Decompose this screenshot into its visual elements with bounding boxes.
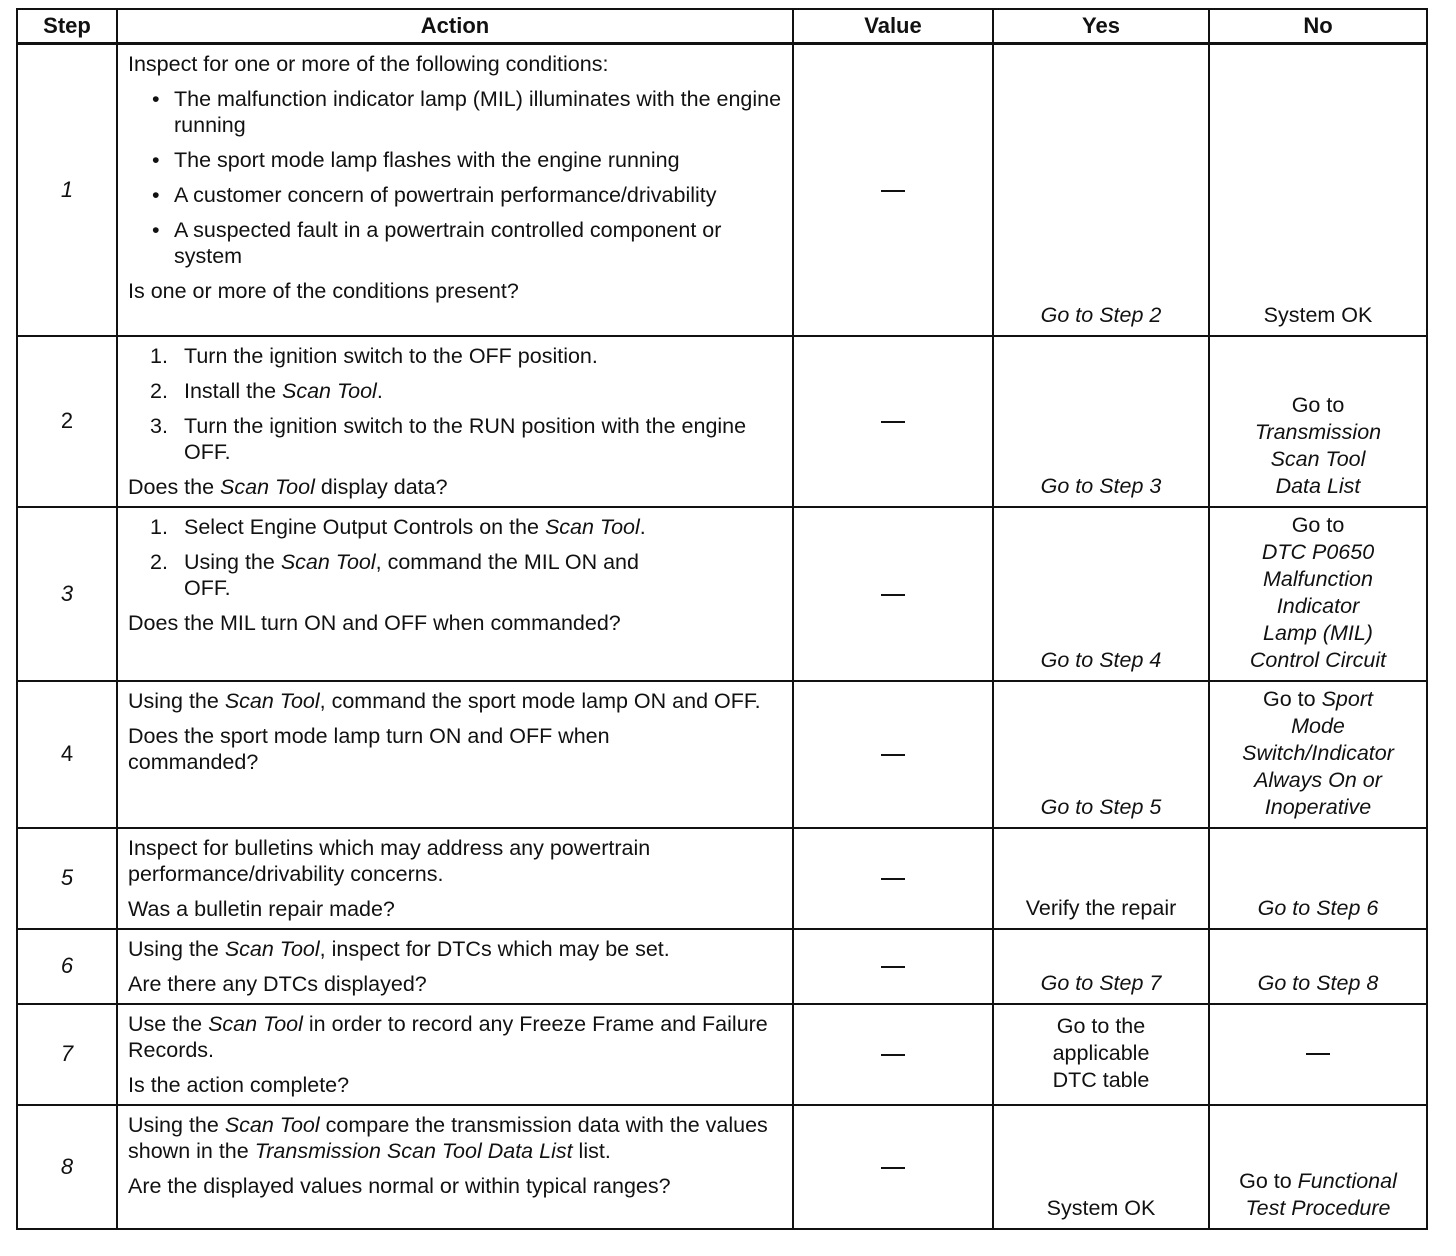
header-step: Step bbox=[17, 9, 117, 44]
value-cell bbox=[793, 828, 993, 929]
step-number: 7 bbox=[17, 1004, 117, 1105]
scan-tool-ref: Scan Tool bbox=[224, 688, 320, 713]
action-text bbox=[128, 936, 784, 962]
yes-cell: Go to Step 3 bbox=[993, 336, 1209, 507]
yes-line: applicable bbox=[1052, 1040, 1150, 1065]
no-link-line bbox=[1216, 686, 1420, 713]
scan-tool-ref: Scan Tool bbox=[282, 378, 377, 403]
table-row bbox=[17, 44, 1427, 336]
procedure-list bbox=[128, 343, 784, 465]
action-text-part: Using the bbox=[128, 688, 225, 713]
value-dash bbox=[881, 190, 905, 192]
value-cell bbox=[793, 336, 993, 507]
yes-line: Go to the bbox=[1056, 1013, 1146, 1038]
no-prefix: Go to bbox=[1291, 512, 1345, 537]
list-item bbox=[128, 514, 784, 540]
table-row bbox=[17, 1105, 1427, 1229]
list-item bbox=[128, 549, 784, 601]
step-number: 8 bbox=[17, 1105, 117, 1229]
list-text: . bbox=[376, 378, 383, 403]
header-no: No bbox=[1209, 9, 1427, 44]
no-link-text: Sport bbox=[1321, 686, 1373, 711]
scan-tool-ref: Scan Tool bbox=[280, 549, 376, 574]
list-item: • A customer concern of powertrain performance/drivability bbox=[128, 182, 784, 208]
action-question: Does the sport mode lamp turn ON and OFF when commanded? bbox=[128, 723, 610, 774]
action-question: Does the MIL turn ON and OFF when commanded? bbox=[128, 610, 621, 635]
no-link-line bbox=[1216, 1168, 1420, 1195]
step-number: 3 bbox=[17, 507, 117, 681]
action-intro: Inspect for one or more of the following conditions: bbox=[128, 52, 609, 76]
data-list-ref: Transmission Scan Tool Data List bbox=[254, 1138, 573, 1163]
no-cell: System OK bbox=[1209, 44, 1427, 336]
action-question: Is the action complete? bbox=[128, 1072, 350, 1097]
yes-cell bbox=[993, 1004, 1209, 1105]
value-cell bbox=[793, 44, 993, 336]
header-action: Action bbox=[117, 9, 793, 44]
no-link-line: Mode bbox=[1291, 713, 1345, 738]
yes-cell: Go to Step 2 bbox=[993, 44, 1209, 336]
scan-tool-ref: Scan Tool bbox=[224, 1112, 320, 1137]
value-dash bbox=[881, 966, 905, 968]
no-link-line: DTC P0650 bbox=[1261, 539, 1375, 564]
action-cell bbox=[117, 681, 793, 828]
action-text-part: , command the sport mode lamp ON and OFF. bbox=[319, 688, 761, 713]
list-number: 1. bbox=[150, 514, 168, 539]
list-text: Using the bbox=[184, 549, 281, 574]
action-question: Was a bulletin repair made? bbox=[128, 896, 395, 921]
yes-cell: Go to Step 4 bbox=[993, 507, 1209, 681]
no-link-line: Lamp (MIL) bbox=[1263, 620, 1373, 645]
diagnostic-table bbox=[16, 8, 1428, 1230]
procedure-list bbox=[128, 514, 784, 601]
scan-tool-ref: Scan Tool bbox=[224, 936, 320, 961]
header-yes: Yes bbox=[993, 9, 1209, 44]
action-text-part: in order to record any Freeze Frame and Failure Records. bbox=[128, 1011, 768, 1062]
value-cell bbox=[793, 929, 993, 1004]
condition-list bbox=[128, 86, 784, 269]
value-cell bbox=[793, 681, 993, 828]
list-text: . bbox=[639, 514, 646, 539]
list-item bbox=[128, 343, 784, 369]
value-cell bbox=[793, 507, 993, 681]
action-cell bbox=[117, 507, 793, 681]
no-link-line: Indicator bbox=[1276, 593, 1360, 618]
no-cell bbox=[1209, 1004, 1427, 1105]
step-number: 6 bbox=[17, 929, 117, 1004]
no-prefix: Go to bbox=[1239, 1168, 1298, 1193]
list-text: Turn the ignition switch to the RUN position with the engine OFF. bbox=[184, 413, 747, 464]
list-text: , command the MIL ON and OFF. bbox=[184, 549, 639, 600]
list-item bbox=[128, 378, 784, 404]
list-text: Turn the ignition switch to the OFF position. bbox=[184, 343, 598, 368]
action-text-part: compare the transmission data with the values shown in the bbox=[128, 1112, 768, 1163]
list-number: 2. bbox=[150, 549, 168, 574]
no-link-line: Data List bbox=[1275, 473, 1361, 498]
no-link-line: Malfunction bbox=[1263, 566, 1373, 591]
no-cell bbox=[1209, 1105, 1427, 1229]
no-cell bbox=[1209, 507, 1427, 681]
table-row bbox=[17, 828, 1427, 929]
value-dash bbox=[881, 878, 905, 880]
yes-cell: Go to Step 7 bbox=[993, 929, 1209, 1004]
action-text-part: Use the bbox=[128, 1011, 209, 1036]
step-number: 1 bbox=[17, 44, 117, 336]
table-row bbox=[17, 681, 1427, 828]
value-dash bbox=[881, 1054, 905, 1056]
no-link-text: Functional bbox=[1297, 1168, 1397, 1193]
list-item bbox=[128, 413, 784, 465]
action-text-part: Using the bbox=[128, 1112, 225, 1137]
action-question: Are the displayed values normal or within typical ranges? bbox=[128, 1173, 671, 1198]
action-question: Are there any DTCs displayed? bbox=[128, 971, 427, 996]
table-row bbox=[17, 1004, 1427, 1105]
value-cell bbox=[793, 1004, 993, 1105]
action-cell bbox=[117, 828, 793, 929]
value-dash bbox=[881, 754, 905, 756]
scan-tool-ref: Scan Tool bbox=[220, 474, 315, 499]
no-link-line: Test Procedure bbox=[1245, 1195, 1391, 1220]
yes-cell: Go to Step 5 bbox=[993, 681, 1209, 828]
list-item: • The sport mode lamp flashes with the engine running bbox=[128, 147, 784, 173]
list-item: • The malfunction indicator lamp (MIL) illuminates with the engine running bbox=[128, 86, 784, 138]
value-cell bbox=[793, 1105, 993, 1229]
scan-tool-ref: Scan Tool bbox=[208, 1011, 303, 1036]
action-question bbox=[128, 474, 784, 500]
step-number: 2 bbox=[17, 336, 117, 507]
yes-cell: System OK bbox=[993, 1105, 1209, 1229]
no-link-line: Inoperative bbox=[1264, 794, 1372, 819]
list-text: Install the bbox=[184, 378, 282, 403]
step-number: 4 bbox=[17, 681, 117, 828]
no-dash bbox=[1306, 1053, 1330, 1055]
action-question: Is one or more of the conditions present? bbox=[128, 279, 519, 303]
action-cell bbox=[117, 1004, 793, 1105]
action-text bbox=[128, 688, 784, 714]
action-text-part: list. bbox=[572, 1138, 611, 1163]
list-item: • A suspected fault in a powertrain controlled component or system bbox=[128, 217, 784, 269]
action-text-part: , inspect for DTCs which may be set. bbox=[319, 936, 670, 961]
no-link-line: Control Circuit bbox=[1249, 647, 1387, 672]
list-number: 1. bbox=[150, 343, 168, 368]
action-text bbox=[128, 1011, 784, 1063]
list-number: 2. bbox=[150, 378, 168, 403]
action-text: Inspect for bulletins which may address any powertrain performance/drivability concerns. bbox=[128, 835, 651, 886]
no-cell bbox=[1209, 336, 1427, 507]
header-value: Value bbox=[793, 9, 993, 44]
no-link-line: Transmission bbox=[1254, 419, 1382, 444]
action-cell bbox=[117, 44, 793, 336]
question-text: display data? bbox=[314, 474, 448, 499]
step-number: 5 bbox=[17, 828, 117, 929]
action-cell bbox=[117, 336, 793, 507]
list-number: 3. bbox=[150, 413, 168, 438]
action-text-part: Using the bbox=[128, 936, 225, 961]
no-link-line: Switch/Indicator bbox=[1242, 740, 1394, 765]
value-dash bbox=[881, 594, 905, 596]
yes-line: DTC table bbox=[1052, 1067, 1150, 1092]
table-row bbox=[17, 929, 1427, 1004]
no-cell: Go to Step 6 bbox=[1209, 828, 1427, 929]
table-row bbox=[17, 336, 1427, 507]
yes-cell: Verify the repair bbox=[993, 828, 1209, 929]
table-row bbox=[17, 507, 1427, 681]
no-cell: Go to Step 8 bbox=[1209, 929, 1427, 1004]
scan-tool-ref: Scan Tool bbox=[544, 514, 640, 539]
no-prefix: Go to bbox=[1263, 686, 1322, 711]
action-cell bbox=[117, 1105, 793, 1229]
no-cell bbox=[1209, 681, 1427, 828]
no-link-line: Scan Tool bbox=[1270, 446, 1366, 471]
question-text: Does the bbox=[128, 474, 221, 499]
action-text bbox=[128, 1112, 784, 1164]
no-prefix: Go to bbox=[1291, 392, 1345, 417]
no-link-line: Always On or bbox=[1254, 767, 1382, 792]
header-row bbox=[17, 9, 1427, 44]
action-cell bbox=[117, 929, 793, 1004]
value-dash bbox=[881, 1167, 905, 1169]
value-dash bbox=[881, 421, 905, 423]
list-text: Select Engine Output Controls on the bbox=[184, 514, 545, 539]
